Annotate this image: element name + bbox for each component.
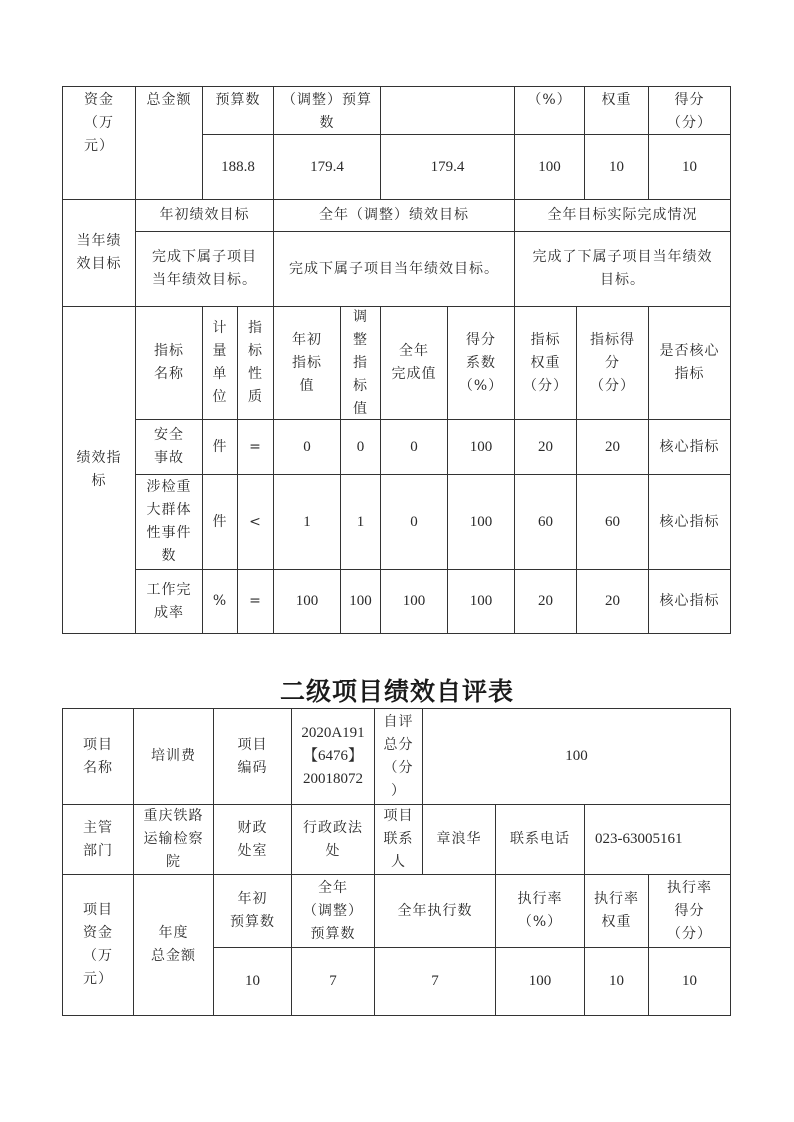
execution-weight-header: 执行率 权重 [585, 875, 649, 948]
finance-office-label: 财政 处室 [214, 805, 292, 875]
completed-value-header: 全年 完成值 [381, 307, 448, 420]
adjusted-value: 1 [341, 475, 381, 570]
score-coefficient: 100 [448, 420, 515, 475]
project-funds-label: 项目 资金 （万 元） [63, 875, 134, 1015]
indicator-nature: = [238, 420, 274, 475]
actual-completion-header: 全年目标实际完成情况 [515, 200, 730, 232]
indicator-weight: 20 [515, 570, 577, 633]
initial-budget-value: 10 [214, 948, 292, 1015]
percent-header: （%） [515, 87, 585, 135]
unit-header: 计 量 单 位 [203, 307, 238, 420]
project-name: 培训费 [134, 709, 214, 805]
execution-score-value: 10 [682, 973, 697, 989]
department: 重庆铁路 运输检察 院 [134, 805, 214, 875]
section-title: 二级项目绩效自评表 [279, 677, 514, 706]
performance-table-continued [62, 86, 731, 634]
budget-header: 预算数 [203, 87, 274, 135]
execution-weight-value: 10 [585, 948, 649, 1015]
execution-rate-header: 执行率 （%） [496, 875, 585, 948]
annual-execution-header: 全年执行数 [375, 875, 496, 948]
completed-value: 0 [381, 475, 448, 570]
annual-execution-value: 7 [375, 948, 496, 1015]
weight-header: 权重 [585, 87, 649, 135]
executed-value: 179.4 [381, 135, 515, 200]
score-coefficient: 100 [448, 475, 515, 570]
department-label: 主管 部门 [63, 805, 134, 875]
adjusted-budget-header: 全年 （调整） 预算数 [292, 875, 375, 948]
initial-value: 0 [274, 420, 341, 475]
adjusted-value: 100 [341, 570, 381, 633]
indicator-name: 涉检重 大群体 性事件 数 [136, 475, 203, 570]
annual-goal-text: 完成下属子项目当年绩效目标。 [274, 232, 515, 307]
indicator-weight-header: 指标 权重 （分） [515, 307, 577, 420]
project-code: 2020A191 【6476】 20018072 [292, 709, 375, 805]
adjusted-budget-value: 179.4 [274, 135, 381, 200]
adjusted-value: 0 [341, 420, 381, 475]
adjusted-budget-header: （调整）预算 数 [274, 87, 381, 135]
indicator-nature: < [238, 475, 274, 570]
secondary-project-table [62, 708, 731, 1016]
contact-label: 项目 联系 人 [375, 805, 423, 875]
phone-number: 023-63005161 [585, 805, 730, 875]
indicator-nature: = [238, 570, 274, 633]
percent-value: 100 [515, 135, 585, 200]
initial-value: 100 [274, 570, 341, 633]
core-indicator: 核心指标 [649, 420, 730, 475]
indicator-weight: 60 [515, 475, 577, 570]
core-indicator: 核心指标 [659, 593, 720, 609]
nature-header: 指 标 性 质 [238, 307, 274, 420]
self-score-value: 100 [423, 709, 730, 805]
annual-total-label: 年度 总金额 [134, 875, 214, 1015]
initial-budget-header: 年初 预算数 [214, 875, 292, 948]
adjusted-budget-value: 7 [292, 948, 375, 1015]
adjusted-value-header: 调 整 指 标 值 [341, 307, 381, 420]
annual-goal-header: 全年（调整）绩效目标 [274, 200, 515, 232]
completed-value: 100 [381, 570, 448, 633]
phone-label: 联系电话 [496, 805, 585, 875]
indicator-score: 60 [577, 475, 649, 570]
score-value: 10 [649, 135, 730, 200]
funds-label: 资金 （万 元） [63, 87, 136, 200]
initial-value-header: 年初 指标 值 [274, 307, 341, 420]
actual-completion-text: 完成了下属子项目当年绩效 目标。 [515, 232, 730, 307]
initial-goal-header: 年初绩效目标 [136, 200, 274, 232]
project-name-label: 项目 名称 [63, 709, 134, 805]
indicator-unit: % [203, 570, 238, 633]
self-score-label: 自评 总分 （分 ） [375, 709, 423, 805]
contact-person: 章浪华 [423, 805, 496, 875]
completed-value: 0 [381, 420, 448, 475]
core-indicator: 核心指标 [649, 475, 730, 570]
indicator-unit: 件 [203, 475, 238, 570]
indicators-label: 绩效指 标 [63, 307, 136, 633]
indicator-weight: 20 [515, 420, 577, 475]
score-coefficient: 100 [448, 570, 515, 633]
initial-goal-text: 完成下属子项目 当年绩效目标。 [136, 232, 274, 307]
total-amount-header: 总金额 [136, 87, 203, 200]
execution-rate-value: 100 [496, 948, 585, 1015]
core-indicator-header: 是否核心 指标 [649, 307, 730, 420]
budget-value: 188.8 [203, 135, 274, 200]
indicator-name-header: 指标 名称 [136, 307, 203, 420]
weight-value: 10 [585, 135, 649, 200]
finance-office: 行政政法 处 [292, 805, 375, 875]
indicator-name: 安全 事故 [136, 420, 203, 475]
indicator-unit: 件 [203, 420, 238, 475]
indicator-score: 20 [577, 570, 649, 633]
blank-header [381, 87, 515, 135]
project-code-label: 项目 编码 [214, 709, 292, 805]
indicator-score-header: 指标得 分 （分） [577, 307, 649, 420]
execution-score-header: 执行率 得分 （分） [649, 875, 730, 948]
initial-value: 1 [274, 475, 341, 570]
score-coefficient-header: 得分 系数 （%） [448, 307, 515, 420]
annual-goals-label: 当年绩 效目标 [63, 200, 136, 307]
indicator-name: 工作完 成率 [136, 570, 203, 633]
indicator-score: 20 [577, 420, 649, 475]
score-header: 得分 （分） [649, 87, 730, 135]
